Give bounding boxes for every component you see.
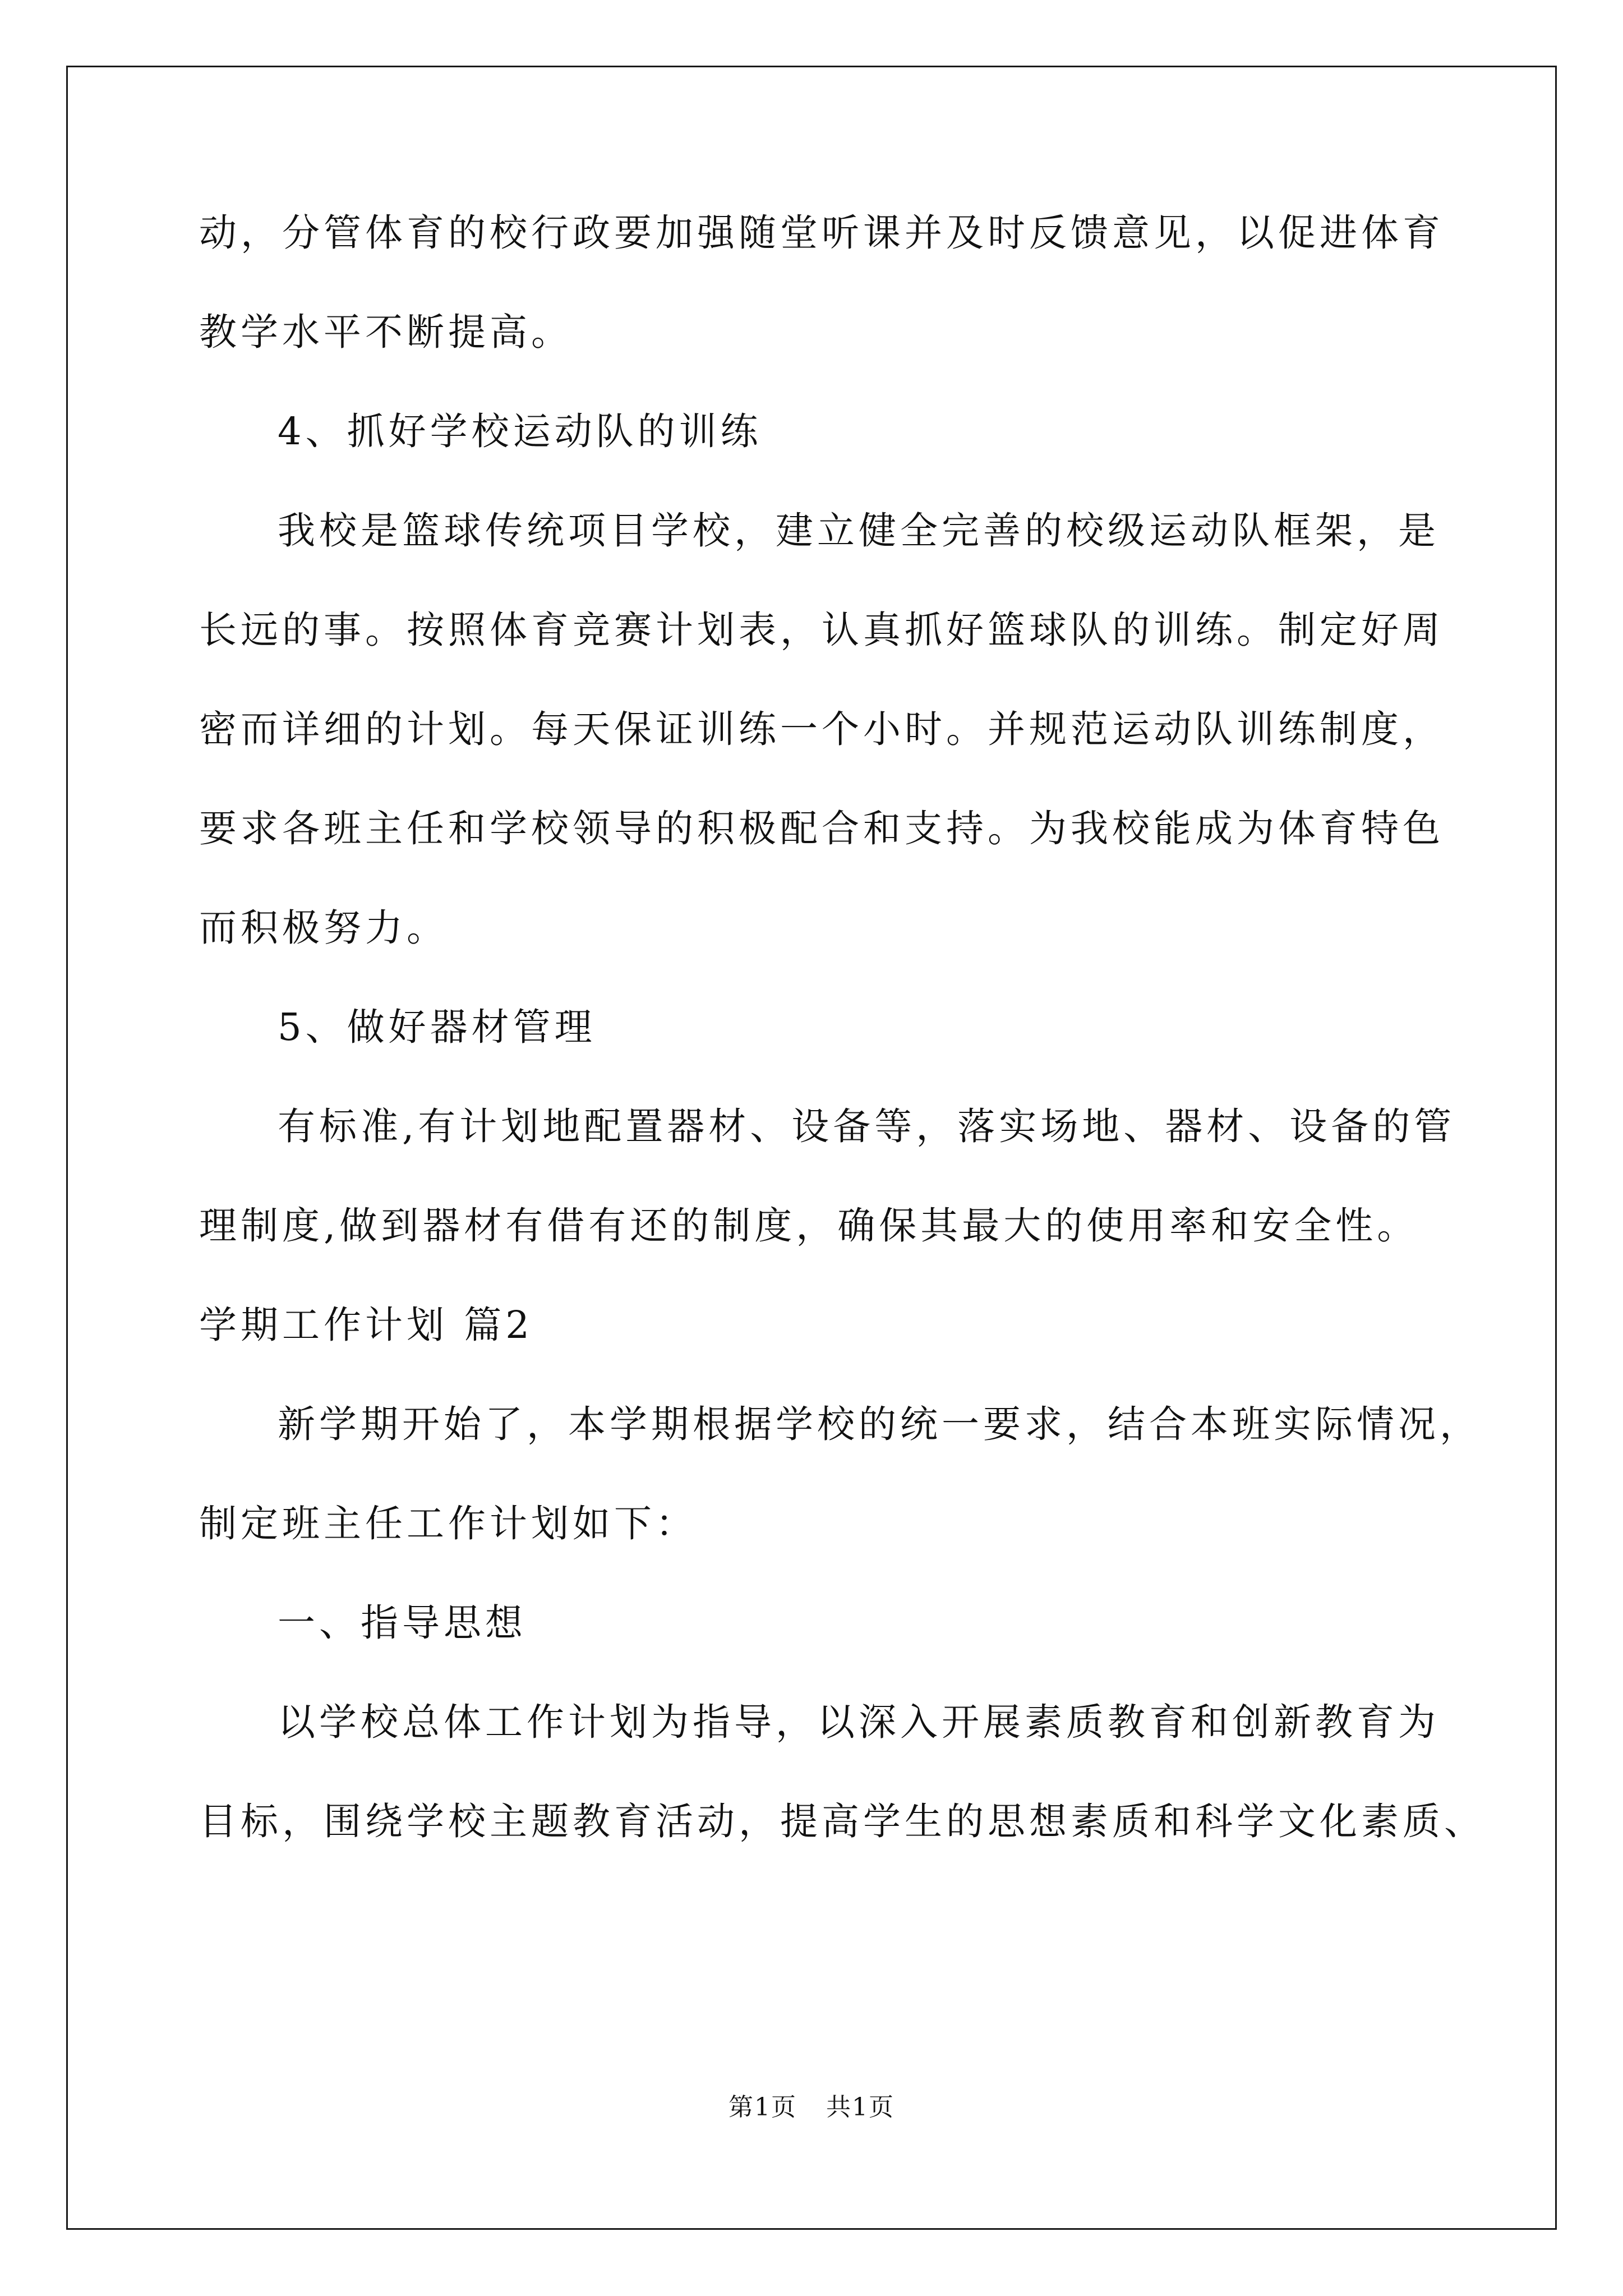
text-line: 目标，围绕学校主题教育活动，提高学生的思想素质和科学文化素质、 [199,1800,1486,1843]
text-line: 教学水平不断提高。 [199,310,573,354]
text-line: 理制度,做到器材有借有还的制度，确保其最大的使用率和安全性。 [199,1204,1419,1248]
text-line: 有标准,有计划地配置器材、设备等，落实场地、器材、设备的管 [278,1105,1456,1148]
text-line: 我校是篮球传统项目学校，建立健全完善的校级运动队框架，是 [278,509,1440,553]
text-line: 密而详细的计划。每天保证训练一个小时。并规范运动队训练制度， [199,707,1444,751]
text-line: 而积极努力。 [199,906,448,950]
page-total: 共1页 [826,2093,895,2122]
text-line: 制定班主任工作计划如下： [199,1502,697,1545]
text-line: 长远的事。按照体育竞赛计划表，认真抓好篮球队的训练。制定好周 [199,608,1444,652]
section-heading: 4、抓好学校运动队的训练 [278,409,762,453]
section-heading: 5、做好器材管理 [278,1005,596,1049]
page-footer [0,2087,1623,2123]
document-title: 学期工作计划 篇2 [199,1303,533,1347]
text-line: 动，分管体育的校行政要加强随堂听课并及时反馈意见，以促进体育 [199,211,1444,255]
text-line: 要求各班主任和学校领导的积极配合和支持。为我校能成为体育特色 [199,807,1444,850]
page-number: 第1页 [728,2093,797,2122]
text-line: 以学校总体工作计划为指导，以深入开展素质教育和创新教育为 [278,1700,1440,1744]
section-heading: 一、指导思想 [278,1601,527,1645]
text-line: 新学期开始了，本学期根据学校的统一要求，结合本班实际情况， [278,1402,1481,1446]
